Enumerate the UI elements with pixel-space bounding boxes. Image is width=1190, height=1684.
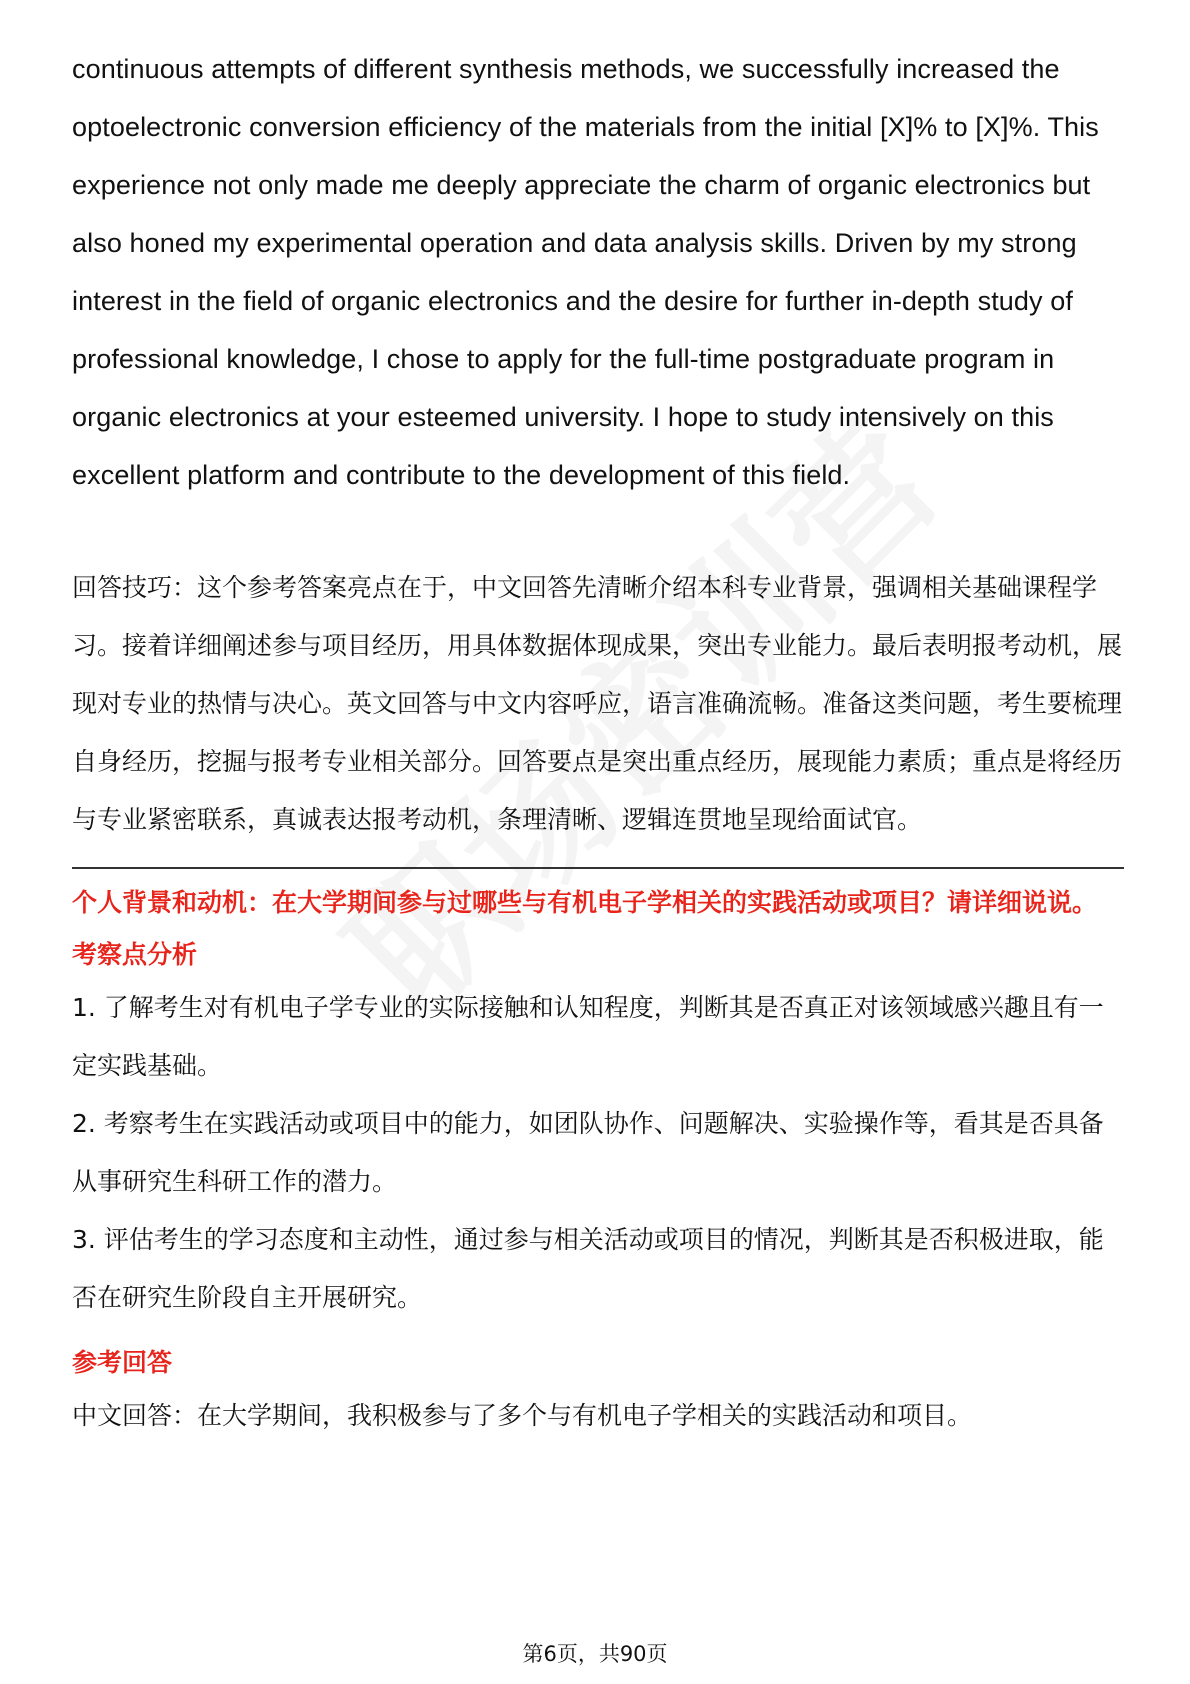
question-title: 个人背景和动机：在大学期间参与过哪些与有机电子学相关的实践活动或项目？请详细说说。 xyxy=(72,888,1098,917)
page-number-footer: 第6页，共90页 xyxy=(522,1642,668,1666)
english-answer-paragraph: continuous attempts of different synthesis methods, we successfully increased the optoelectronic conversion efficiency of the materials from the initial [X]% to [X]%. This experience not only made me deeply appreciate the charm of organic electronics but also honed my experimental operation and data analysis skills. Driven by my strong interest in the field of organic electronics and the desire for further in-depth study of professional knowledge, I chose to apply for the full-time postgraduate program in organic electronics at your esteemed university. I hope to study intensively on this excellent platform and contribute to the development of this field. xyxy=(72,54,1099,490)
answer-tip-paragraph: 回答技巧：这个参考答案亮点在于，中文回答先清晰介绍本科专业背景，强调相关基础课程学习。接着详细阐述参与项目经历，用具体数据体现成果，突出专业能力。最后表明报考动机，展现对专业的热情与决心。英文回答与中文内容呼应，语言准确流畅。准备这类问题，考生要梳理自身经历，挖掘与报考专业相关部分。回答要点是突出重点经历，展现能力素质；重点是将经历与专业紧密联系，真诚表达报考动机，条理清晰、逻辑连贯地呈现给面试官。 xyxy=(72,573,1123,834)
reference-answer-heading: 参考回答 xyxy=(72,1348,173,1377)
page-content xyxy=(72,40,1124,1445)
analysis-heading: 考察点分析 xyxy=(72,940,198,969)
analysis-point: 3. 评估考生的学习态度和主动性，通过参与相关活动或项目的情况，判断其是否积极进取，能否在研究生阶段自主开展研究。 xyxy=(72,1225,1104,1312)
analysis-point: 2. 考察考生在实践活动或项目中的能力，如团队协作、问题解决、实验操作等，看其是否具备从事研究生科研工作的潜力。 xyxy=(72,1109,1104,1196)
analysis-point: 1. 了解考生对有机电子学专业的实际接触和认知程度，判断其是否真正对该领域感兴趣且有一定实践基础。 xyxy=(72,993,1104,1080)
section-divider xyxy=(72,867,1124,869)
reference-answer-start: 中文回答：在大学期间，我积极参与了多个与有机电子学相关的实践活动和项目。 xyxy=(72,1401,973,1430)
analysis-list xyxy=(72,979,1124,1327)
